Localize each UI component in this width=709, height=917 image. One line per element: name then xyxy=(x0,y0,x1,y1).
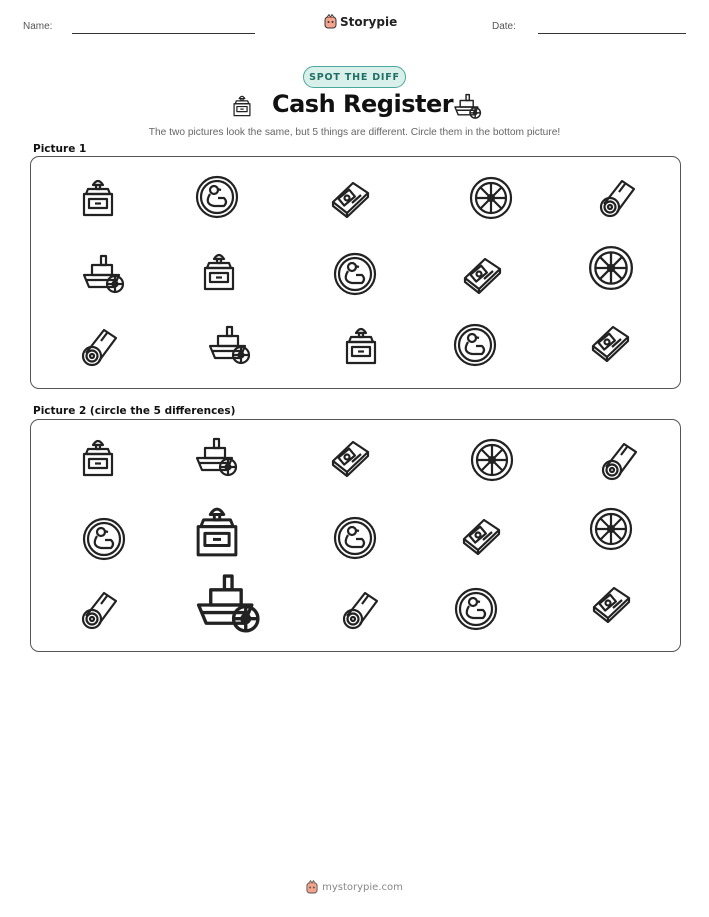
date-field-line[interactable] xyxy=(538,33,686,34)
storypie-mascot-icon xyxy=(306,880,318,894)
paper-roll-icon[interactable] xyxy=(75,586,121,636)
brand-name: Storypie xyxy=(340,14,398,29)
name-label: Name: xyxy=(23,21,53,32)
cash-register-large-icon[interactable] xyxy=(186,500,248,568)
picture2-panel[interactable] xyxy=(30,419,681,652)
paper-roll-icon[interactable] xyxy=(336,586,382,636)
cash-register-icon xyxy=(196,249,242,299)
cash-tray-icon xyxy=(457,251,507,301)
cash-tray-icon[interactable] xyxy=(456,512,506,562)
duck-coin-icon xyxy=(452,322,498,372)
paper-roll-icon xyxy=(593,174,639,224)
cash-tray-icon[interactable] xyxy=(586,580,636,630)
boat-decor-icon xyxy=(451,92,485,122)
footer xyxy=(0,880,709,894)
cash-tray-icon xyxy=(585,319,635,369)
register-decor-icon xyxy=(229,92,255,120)
wheel-icon[interactable] xyxy=(588,506,634,556)
worksheet-title: Cash Register xyxy=(272,90,454,118)
cash-register-icon xyxy=(75,175,121,225)
boat-icon xyxy=(79,252,129,302)
wheel-icon xyxy=(587,244,635,296)
spot-the-diff-badge: SPOT THE DIFF xyxy=(303,66,406,88)
wheel-icon xyxy=(468,175,514,225)
name-field-line[interactable] xyxy=(72,33,255,34)
cash-register-icon[interactable] xyxy=(75,435,121,485)
duck-coin-icon[interactable] xyxy=(453,586,499,636)
picture1-label: Picture 1 xyxy=(33,143,87,155)
picture1-panel xyxy=(30,156,681,389)
boat-icon[interactable] xyxy=(190,435,244,485)
wheel-icon[interactable] xyxy=(469,437,515,487)
instructions-text: The two pictures look the same, but 5 things are different. Circle them in the bottom picture! xyxy=(148,127,561,138)
duck-coin-icon xyxy=(194,174,240,224)
cash-tray-icon[interactable] xyxy=(327,434,373,484)
date-label: Date: xyxy=(492,21,516,32)
duck-coin-icon[interactable] xyxy=(332,515,378,565)
duck-coin-icon xyxy=(332,251,378,301)
boat-icon xyxy=(204,323,256,373)
paper-roll-icon xyxy=(75,323,121,373)
cash-tray-icon xyxy=(327,175,373,225)
brand-logo xyxy=(324,14,397,29)
duck-coin-icon[interactable] xyxy=(81,516,127,566)
cash-register-icon xyxy=(338,323,384,373)
boat-large-icon[interactable] xyxy=(191,570,267,644)
picture2-label: Picture 2 (circle the 5 differences) xyxy=(33,405,236,417)
footer-url[interactable]: mystorypie.com xyxy=(322,881,403,893)
paper-roll-icon[interactable] xyxy=(595,437,641,487)
storypie-mascot-icon xyxy=(324,14,337,29)
